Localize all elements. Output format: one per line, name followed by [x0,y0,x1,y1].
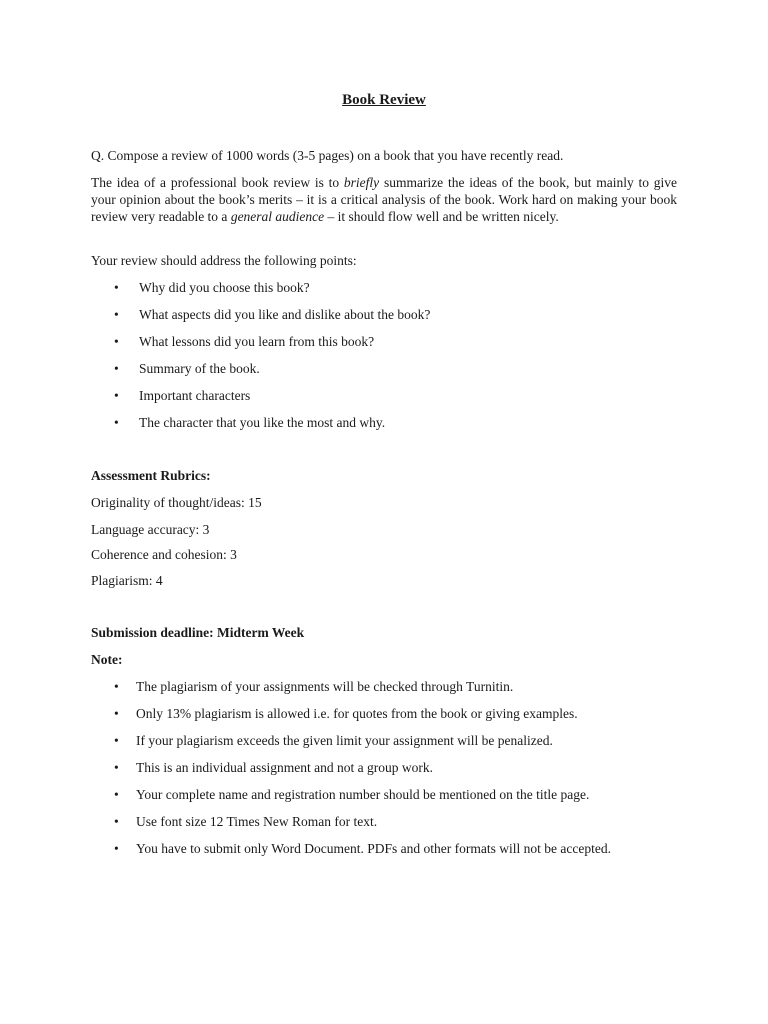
list-item [114,678,714,705]
rubric-originality: Originality of thought/ideas: 15 [91,495,262,510]
intro-text-1: The idea of a professional book review is to [91,175,344,190]
list-item [114,786,714,813]
intro-text-2: summarize the ideas of the book, but mainly to give your opinion about the book’s merits – it is a critical analysis of the book. Work hard on making your book review very readable to a [91,175,677,224]
list-item-text: The plagiarism of your assignments will be checked through Turnitin. [136,679,514,694]
rubric-coherence: Coherence and cohesion: 3 [91,547,237,562]
list-item-text: You have to submit only Word Document. PDFs and other formats will not be accepted. [136,841,611,856]
intro-emphasis-briefly: briefly [343,175,380,190]
list-item-text: Use font size 12 Times New Roman for text. [136,814,378,829]
bullet-icon: • [114,307,119,322]
list-item-text: Important characters [139,388,251,403]
list-item-text: Why did you choose this book? [139,280,310,295]
bullet-icon: • [114,415,119,430]
rubric-language-accuracy: Language accuracy: 3 [91,522,210,537]
list-item [114,759,714,786]
intro-text-3: – it should flow well and be written nicely. [324,209,559,224]
list-item [114,840,714,867]
list-item [114,387,674,414]
list-item-text: This is an individual assignment and not a group work. [136,760,433,775]
intro-emphasis-general-audience: general audience [230,209,325,224]
page-title: Book Review [342,92,426,108]
bullet-icon: • [114,841,119,856]
note-heading: Note: [91,652,123,667]
bullet-icon: • [114,706,119,721]
list-item-text: Your complete name and registration number should be mentioned on the title page. [136,787,590,802]
bullet-icon: • [114,334,119,349]
bullet-icon: • [114,388,119,403]
list-item [114,333,674,360]
list-item [114,360,674,387]
bullet-icon: • [114,361,119,376]
bullet-icon: • [114,814,119,829]
bullet-icon: • [114,760,119,775]
rubrics-heading: Assessment Rubrics: [91,468,211,483]
list-item-text: Summary of the book. [139,361,260,376]
bullet-icon: • [114,733,119,748]
list-item-text: What lessons did you learn from this book? [139,334,375,349]
intro-paragraph [91,174,677,225]
list-item [114,705,714,732]
list-item-text: Only 13% plagiarism is allowed i.e. for quotes from the book or giving examples. [136,706,578,721]
list-item-text: What aspects did you like and dislike about the book? [139,307,431,322]
bullet-icon: • [114,280,119,295]
list-item [114,813,714,840]
notes-list [114,678,714,867]
list-item-text: If your plagiarism exceeds the given limit your assignment will be penalized. [136,733,553,748]
bullet-icon: • [114,679,119,694]
list-item [114,414,674,441]
list-item-text: The character that you like the most and why. [139,415,386,430]
rubric-plagiarism: Plagiarism: 4 [91,573,163,588]
bullet-icon: • [114,787,119,802]
list-item [114,279,674,306]
submission-deadline: Submission deadline: Midterm Week [91,625,305,640]
list-item [114,732,714,759]
list-item [114,306,674,333]
review-points-list [114,279,674,441]
address-instruction: Your review should address the following points: [91,253,357,268]
question-text: Q. Compose a review of 1000 words (3-5 pages) on a book that you have recently read. [91,148,564,163]
